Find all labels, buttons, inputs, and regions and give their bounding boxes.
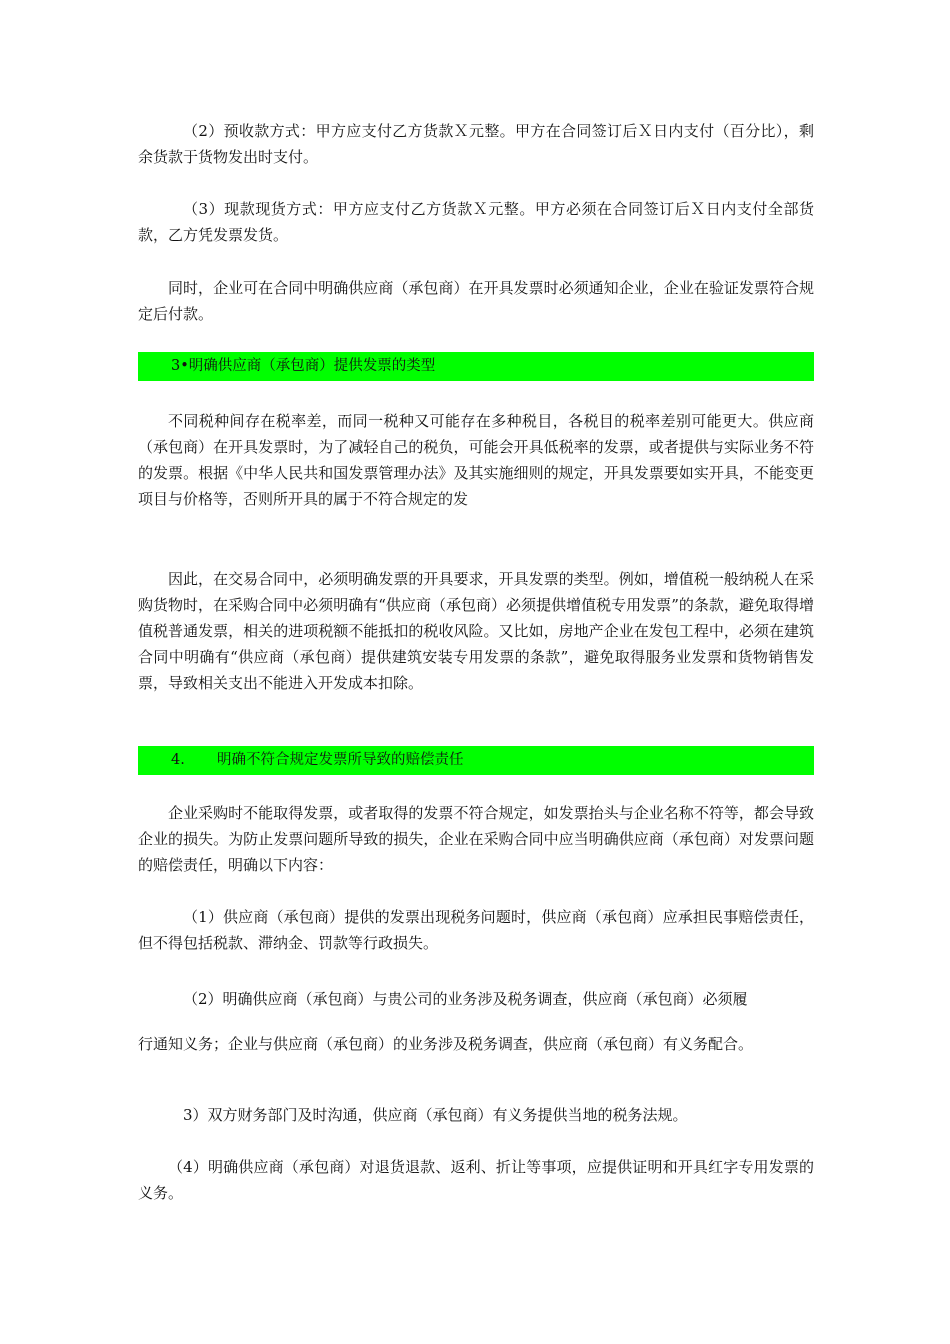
paragraph-cash-on-delivery: （3）现款现货方式：甲方应支付乙方货款Ｘ元整。甲方必须在合同签订后Ｘ日内支付全部货款，乙方凭发票发货。 [138, 200, 814, 244]
list-item-3: 3）双方财务部门及时沟通，供应商（承包商）有义务提供当地的税务法规。 [183, 1106, 688, 1124]
list-item-2-line-2: 行通知义务；企业与供应商（承包商）的业务涉及税务调查，供应商（承包商）有义务配合。 [138, 1035, 754, 1053]
paragraph-compensation-intro: 企业采购时不能取得发票，或者取得的发票不符合规定，如发票抬头与企业名称不符等，都会导致企业的损失。为防止发票问题所导致的损失，企业在采购合同中应当明确供应商（承包商）对发票问题的赔偿责任，明确以下内容： [138, 804, 814, 874]
list-item-4: （4）明确供应商（承包商）对退货退款、返利、折让等事项，应提供证明和开具红字专用发票的义务。 [138, 1158, 814, 1202]
section-heading-4-text: 明确不符合规定发票所导致的赔偿责任 [217, 752, 464, 768]
section-heading-3 [138, 352, 814, 381]
list-item-1: （1）供应商（承包商）提供的发票出现税务问题时，供应商（承包商）应承担民事赔偿责任，但不得包括税款、滞纳金、罚款等行政损失。 [138, 908, 814, 952]
paragraph-invoice-type-requirements: 因此，在交易合同中，必须明确发票的开具要求，开具发票的类型。例如，增值税一般纳税人在采购货物时，在采购合同中必须明确有“供应商（承包商）必须提供增值税专用发票”的条款，避免取得增值税普通发票，相关的进项税额不能抵扣的税收风险。又比如，房地产企业在发包工程中，必须在建筑合同中明确有“供应商（承包商）提供建筑安装专用发票的条款”，避免取得服务业发票和货物销售发票，导致相关支出不能进入开发成本扣除。 [138, 570, 814, 692]
section-heading-4 [138, 746, 814, 775]
paragraph-tax-rate-difference: 不同税种间存在税率差，而同一税种又可能存在多种税目，各税目的税率差别可能更大。供应商（承包商）在开具发票时，为了减轻自己的税负，可能会开具低税率的发票，或者提供与实际业务不符的发票。根据《中华人民共和国发票管理办法》及其实施细则的规定，开具发票要如实开具，不能变更项目与价格等，否则所开具的属于不符合规定的发 [138, 412, 814, 508]
paragraph-notify-before-payment: 同时，企业可在合同中明确供应商（承包商）在开具发票时必须通知企业，企业在验证发票符合规定后付款。 [138, 279, 814, 323]
section-heading-4-number: 4. [171, 752, 185, 768]
paragraph-prepayment: （2）预收款方式：甲方应支付乙方货款Ｘ元整。甲方在合同签订后Ｘ日内支付（百分比），剩余货款于货物发出时支付。 [138, 122, 814, 166]
list-item-2-line-1: （2）明确供应商（承包商）与贵公司的业务涉及税务调查，供应商（承包商）必须履 [183, 990, 748, 1008]
section-heading-3-text: 3•明确供应商（承包商）提供发票的类型 [171, 358, 436, 374]
